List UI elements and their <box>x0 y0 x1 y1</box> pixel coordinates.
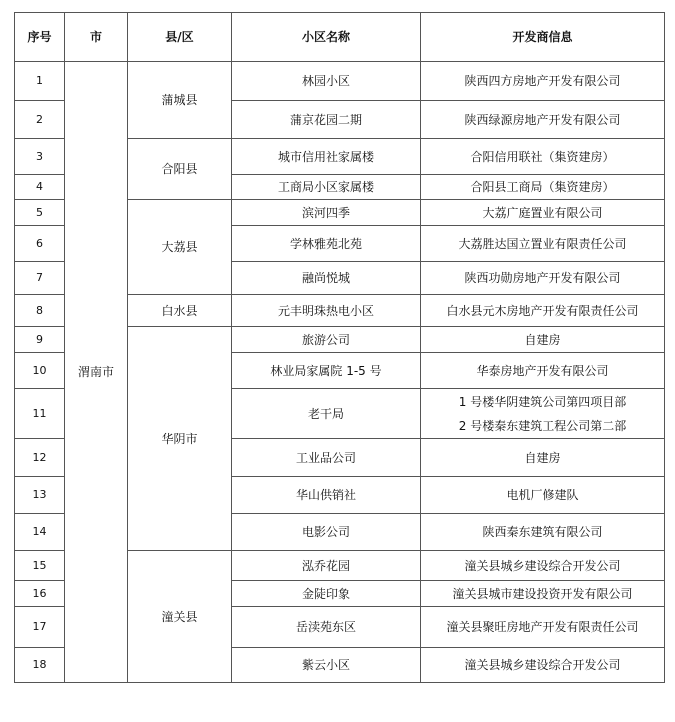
developer-cell: 电机厂修建队 <box>421 477 665 514</box>
housing-table <box>14 12 665 683</box>
community-cell: 林园小区 <box>232 62 421 101</box>
header-developer: 开发商信息 <box>421 13 665 62</box>
developer-cell: 潼关县城乡建设综合开发公司 <box>421 648 665 683</box>
developer-line: 2 号楼秦东建筑工程公司第二部 <box>458 418 627 433</box>
developer-line: 1 号楼华阴建筑公司第四项目部 <box>458 394 627 409</box>
seq-cell: 6 <box>15 226 65 262</box>
community-cell: 旅游公司 <box>232 327 421 353</box>
seq-cell: 4 <box>15 175 65 200</box>
developer-cell: 陕西功勋房地产开发有限公司 <box>421 262 665 295</box>
community-cell: 岳渎苑东区 <box>232 607 421 648</box>
header-county: 县/区 <box>128 13 232 62</box>
header-seq: 序号 <box>15 13 65 62</box>
seq-cell: 16 <box>15 581 65 607</box>
seq-cell: 15 <box>15 551 65 581</box>
developer-cell: 陕西四方房地产开发有限公司 <box>421 62 665 101</box>
seq-cell: 9 <box>15 327 65 353</box>
seq-cell: 17 <box>15 607 65 648</box>
developer-cell: 陕西绿源房地产开发有限公司 <box>421 101 665 139</box>
community-cell: 城市信用社家属楼 <box>232 139 421 175</box>
developer-cell: 潼关县聚旺房地产开发有限责任公司 <box>421 607 665 648</box>
community-cell: 工业品公司 <box>232 439 421 477</box>
header-row <box>15 13 665 62</box>
city-cell: 渭南市 <box>65 62 128 683</box>
seq-cell: 3 <box>15 139 65 175</box>
seq-cell: 11 <box>15 389 65 439</box>
seq-cell: 18 <box>15 648 65 683</box>
seq-cell: 10 <box>15 353 65 389</box>
community-cell: 元丰明珠热电小区 <box>232 295 421 327</box>
county-cell-baishui: 白水县 <box>128 295 232 327</box>
table-row <box>15 62 665 101</box>
header-community: 小区名称 <box>232 13 421 62</box>
seq-cell: 2 <box>15 101 65 139</box>
seq-cell: 14 <box>15 514 65 551</box>
developer-cell: 合阳县工商局（集资建房） <box>421 175 665 200</box>
seq-cell: 7 <box>15 262 65 295</box>
seq-cell: 1 <box>15 62 65 101</box>
county-cell-heyang: 合阳县 <box>128 139 232 200</box>
seq-cell: 8 <box>15 295 65 327</box>
community-cell: 蒲京花园二期 <box>232 101 421 139</box>
community-cell: 电影公司 <box>232 514 421 551</box>
community-cell: 滨河四季 <box>232 200 421 226</box>
community-cell: 学林雅苑北苑 <box>232 226 421 262</box>
community-cell: 老干局 <box>232 389 421 439</box>
county-cell-tongguan: 潼关县 <box>128 551 232 683</box>
county-cell-pucheng: 蒲城县 <box>128 62 232 139</box>
developer-cell <box>421 389 665 439</box>
developer-cell: 潼关县城市建设投资开发有限公司 <box>421 581 665 607</box>
developer-cell: 白水县元木房地产开发有限责任公司 <box>421 295 665 327</box>
header-city: 市 <box>65 13 128 62</box>
seq-cell: 13 <box>15 477 65 514</box>
seq-cell: 12 <box>15 439 65 477</box>
developer-cell: 陕西秦东建筑有限公司 <box>421 514 665 551</box>
developer-cell: 大荔广庭置业有限公司 <box>421 200 665 226</box>
community-cell: 华山供销社 <box>232 477 421 514</box>
developer-cell: 大荔胜达国立置业有限责任公司 <box>421 226 665 262</box>
community-cell: 林业局家属院 1-5 号 <box>232 353 421 389</box>
seq-cell: 5 <box>15 200 65 226</box>
county-cell-dali: 大荔县 <box>128 200 232 295</box>
developer-cell: 自建房 <box>421 439 665 477</box>
community-cell: 金陡印象 <box>232 581 421 607</box>
developer-cell: 自建房 <box>421 327 665 353</box>
county-cell-huayin: 华阴市 <box>128 327 232 551</box>
developer-cell: 华泰房地产开发有限公司 <box>421 353 665 389</box>
community-cell: 紫云小区 <box>232 648 421 683</box>
community-cell: 工商局小区家属楼 <box>232 175 421 200</box>
developer-cell: 合阳信用联社（集资建房） <box>421 139 665 175</box>
developer-cell: 潼关县城乡建设综合开发公司 <box>421 551 665 581</box>
community-cell: 泓乔花园 <box>232 551 421 581</box>
community-cell: 融尚悦城 <box>232 262 421 295</box>
